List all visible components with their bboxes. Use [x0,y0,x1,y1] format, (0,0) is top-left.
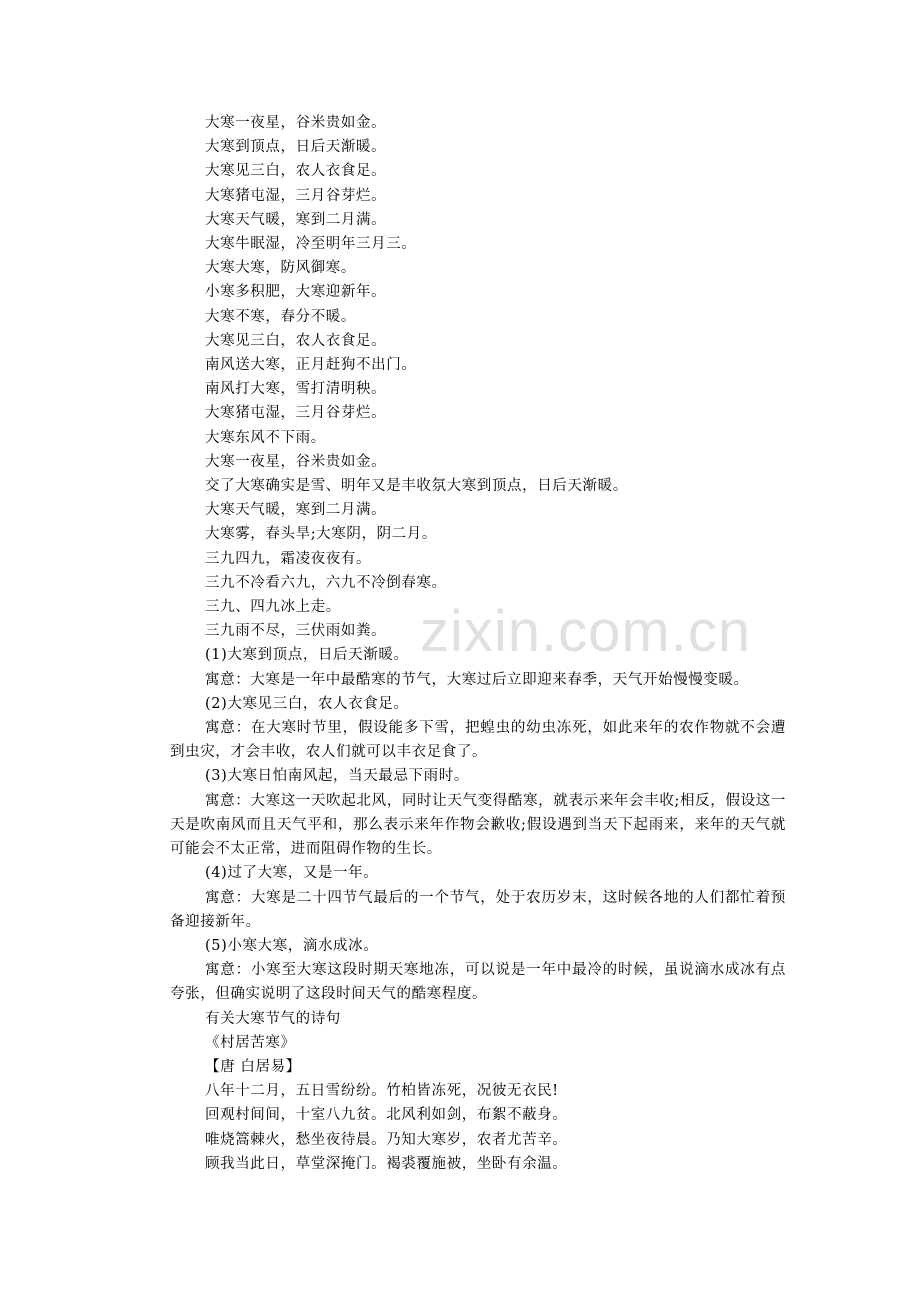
proverb-line: 三九四九，霜凌夜夜有。 [205,550,372,567]
proverb-line: 大寒雾，春头旱;大寒阴，阴二月。 [205,526,437,543]
proverb-line: 大寒到顶点，日后天渐暖。 [205,139,387,156]
proverb-line: 大寒东风不下雨。 [205,429,326,446]
poem-line: 八年十二月，五日雪纷纷。竹柏皆冻死，况彼无衣民! [205,1083,559,1100]
proverb-line: 大寒猪屯湿，三月谷芽烂。 [205,187,387,204]
poem-title: 《村居苦寒》 [205,1034,296,1051]
proverb-line: 大寒大寒，防风御寒。 [205,260,356,277]
proverb-line: 大寒天气暖，寒到二月满。 [205,502,387,519]
poem-author: 【唐 白居易】 [205,1058,301,1075]
proverb-line: 南风送大寒，正月赶狗不出门。 [205,357,417,374]
watermark: zixin.com.cn [420,599,752,664]
proverb-line: 大寒一夜星，谷米贵如金。 [205,453,387,470]
proverb-line: 大寒见三白，农人衣食足。 [205,163,387,180]
document-body [170,111,786,1176]
poem-line: 回观村间间，十室八九贫。北风利如剑，布絮不蔽身。 [205,1107,568,1124]
saying-meaning: 寓意：大寒这一天吹起北风，同时让天气变得酷寒，就表示来年会丰收;相反，假设这一天是吹南风而且天气平和，那么表示来年作物会歉收;假设遇到当天下起雨来，来年的天气就可能会不太正常，进而阻碍作物的生长。 [170,792,786,858]
proverb-line: 小寒多积肥，大寒迎新年。 [205,284,387,301]
proverb-line: 三九、四九冰上走。 [205,599,341,616]
proverb-line: 三九不冷看六九，六九不冷倒春寒。 [205,574,447,591]
saying-heading: (2)大寒见三白，农人衣食足。 [205,695,409,712]
saying-heading: (3)大寒日怕南风起，当天最忌下雨时。 [205,768,469,785]
proverb-line: 大寒一夜星，谷米贵如金。 [205,115,387,131]
proverb-line: 南风打大寒，雪打清明秧。 [205,381,387,398]
poem-line: 顾我当此日，草堂深掩门。褐裘覆施被，坐卧有余温。 [205,1155,568,1172]
saying-meaning: 寓意：在大寒时节里，假设能多下雪，把蝗虫的幼虫冻死，如此来年的农作物就不会遭到虫灾，才会丰收，农人们就可以丰衣足食了。 [170,720,786,761]
proverb-line: 大寒天气暖，寒到二月满。 [205,211,387,228]
proverb-line: 交了大寒确实是雪、明年又是丰收氛大寒到顶点，日后天渐暖。 [205,478,628,495]
proverb-line: 大寒牛眠湿，冷至明年三月三。 [205,236,417,253]
proverb-line: 三九雨不尽，三伏雨如粪。 [205,623,387,640]
poem-line: 唯烧篙棘火，愁坐夜待晨。乃知大寒岁，农者尤苦辛。 [205,1131,568,1148]
saying-meaning: 寓意：小寒至大寒这段时期天寒地冻，可以说是一年中最冷的时候，虽说滴水成冰有点夸张，但确实说明了这段时间天气的酷寒程度。 [170,962,786,1003]
poem-intro: 有关大寒节气的诗句 [205,1010,341,1027]
saying-heading: (4)过了大寒，又是一年。 [205,865,379,882]
saying-heading: (1)大寒到顶点，日后天渐暖。 [205,647,409,664]
saying-meaning: 寓意：大寒是二十四节气最后的一个节气，处于农历岁末，这时候各地的人们都忙着预备迎接新年。 [170,889,786,930]
saying-meaning: 寓意：大寒是一年中最酷寒的节气，大寒过后立即迎来春季，天气开始慢慢变暖。 [205,671,749,688]
proverb-line: 大寒猪屯湿，三月谷芽烂。 [205,405,387,422]
saying-heading: (5)小寒大寒，滴水成冰。 [205,937,379,954]
proverb-line: 大寒不寒，春分不暖。 [205,308,356,325]
proverb-line: 大寒见三白，农人衣食足。 [205,332,387,349]
